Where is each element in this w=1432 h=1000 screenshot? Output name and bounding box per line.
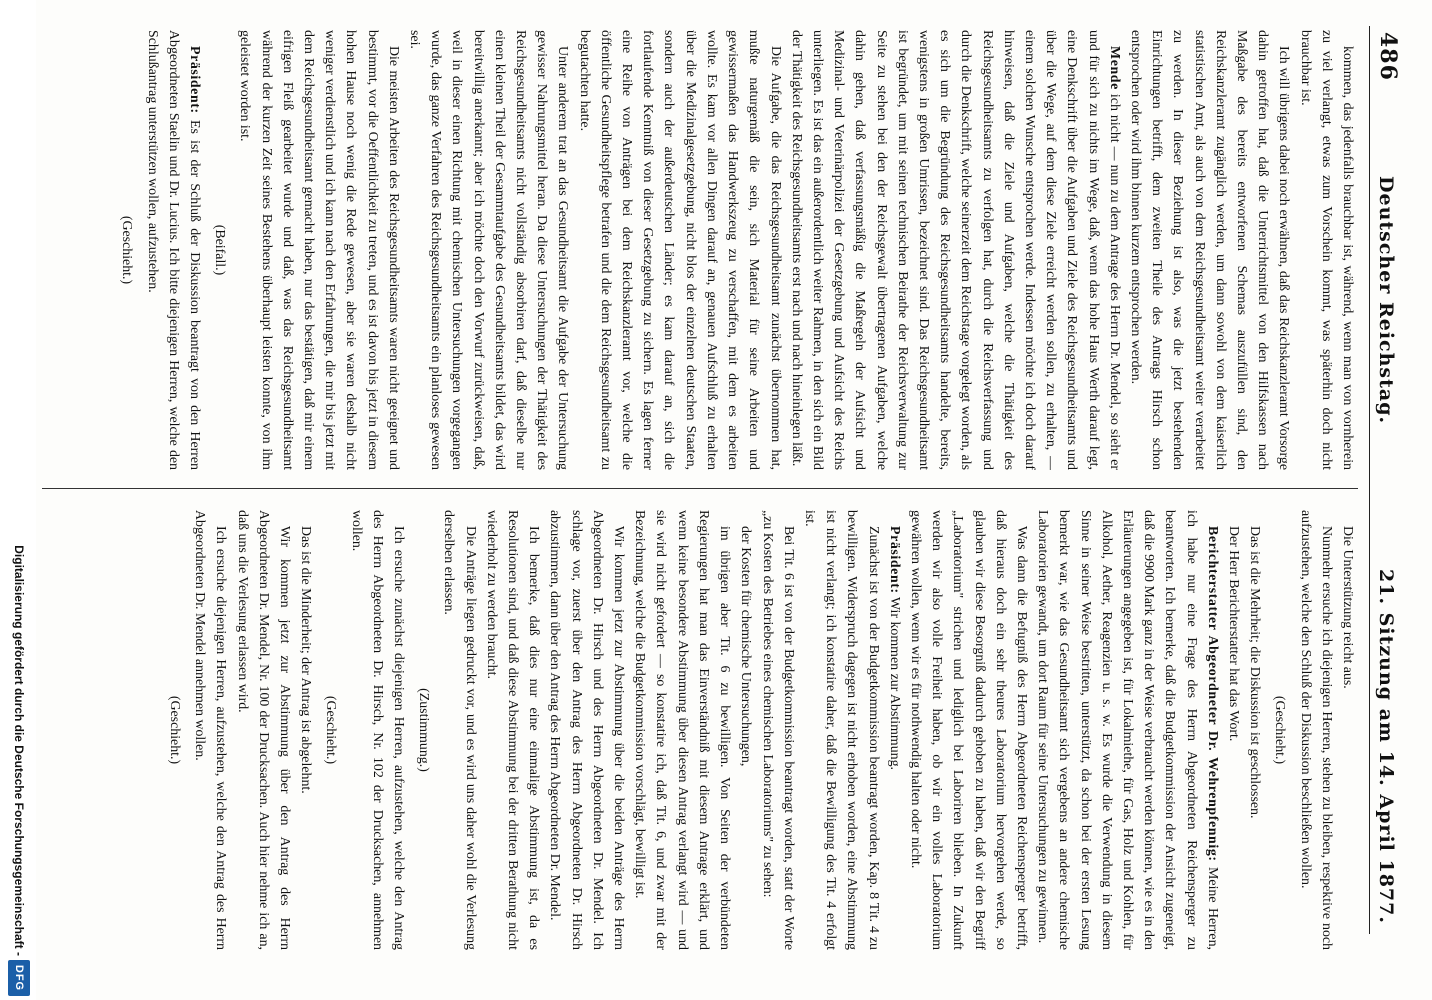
session-title: 21. Sitzung am 14. April 1877. [1375, 569, 1397, 924]
body-paragraph: Wir kommen jetzt zur Abstimmung über den Antrag des Herrn Abgeordneten Dr. Mendel, Nr. 100 der Drucksachen. Auch hier nehme ich an, daß uns die Verlesung erlassen wird. [234, 510, 293, 950]
stage-direction: (Zustimmung.) [416, 688, 432, 772]
stage-direction: (Geschieht.) [1272, 695, 1288, 765]
body-paragraph: Das ist die Mehrheit; die Diskussion ist geschlossen. [1247, 526, 1263, 819]
stage-direction: (Geschieht.) [323, 695, 339, 765]
stage-direction: (Beifall.) [212, 224, 228, 276]
body-paragraph: Ich will übrigens dabei noch erwähnen, daß das Reichskanzleramt Vorsorge dahin getroffen hat, daß die Unterrichtsmittel von den Hilfskassen nach Maßgabe des bereits entworfenen Schemas auszufüllen sind, den Reichskanzleramt zugänglich werden, um dann sowohl von dem kaiserlich statistischen Amt, als auch von dem Reichsgesundheitsamt weiter verarbeitet zu werden. In dieser Beziehung ist also, was die jetzt bestehenden Einrichtungen betrifft, dem zweiten Theile des Antrags Hirsch schon entsprochen oder wird ihm binnen kurzem entsprochen werden. [1127, 30, 1292, 470]
speech-paragraph [141, 30, 205, 470]
body-paragraph: kommen, das jedenfalls brauchbar ist, während, wenn man von vornherein zu viel verlangt, etwas zum Vorschein kommt, was späterhin doch nicht brauchbar ist. [1297, 30, 1355, 470]
running-title: Deutscher Reichstag. [1375, 176, 1397, 425]
body-paragraph: der Kosten für chemische Untersuchungen, [738, 526, 754, 767]
body-paragraph: Das ist die Minderheit; der Antrag ist abgelehnt. [298, 526, 314, 794]
speaker-name: Präsident: [187, 46, 203, 114]
body-paragraph: Die Anträge liegen gedruckt vor, und es wird uns daher wohl die Verlesung derselben erlassen. [441, 510, 478, 950]
body-paragraph: Ich ersuche diejenigen Herren, aufzustehen, welche den Antrag des Herrn Abgeordneten Dr. Mendel annehmen wollen. [192, 510, 229, 950]
body-paragraph: Die Aufgabe, die das Reichsgesundheitsamt zunächst übernommen hat, mußte naturgemäß die sein, sich Material für seine Arbeiten und gewissermaßen das Handwerkszeug zu verschaffen, mit dem es arbeiten wollte. Es kam vor allen Dingen darauf an, genauen Aufschluß zu erhalten über die Medizinalgesetzgebung, nicht blos der einzelnen deutschen Staaten, sondern auch der außerdeutschen Länder; es kam darauf an, sich die fortlaufende Kenntniß von dieser Gesetzgebung zu sichern. Es lagen ferner eine Reihe von Anträgen bei dem Reichskanzleramt vor, welche die öffentliche Gesundheitspflege betrafen und die dem Reichsgesundheitsamt zu begutachten hatte. [576, 30, 783, 470]
body-paragraph: Bei Tit. 6 ist von der Budgetkommission beantragt worden, statt der Worte „zu Kosten des Betriebes eines chemischen Laboratoriums" zu sehen: [759, 510, 796, 950]
speech-paragraph [1032, 510, 1223, 950]
digitization-note: Digitalisierung gefördert durch die Deutsche Forschungsgemeinschaft - [12, 545, 26, 956]
column-divider [42, 488, 1358, 489]
speech-text: Meine Herren, ich habe nur eine Frage des Herrn Abgeordneten Reichensperger zu beantworten. Ich bemerke, daß die Budgetkommission der Ansicht zugeneigt, daß die 9900 Mark ganz in der Weise verbraucht werden können, wie es in den Erläuterungen angegeben ist, für Lokalmiethe, für Gas, Holz und Kohlen, für Alkohol, Aether, Reagenzien u. s. w. Es wurde die Verwendung in diesem Sinne in seiner Weise bestritten, unterstützt, da schon bei der ersten Lesung bemerkt war, wie das Gesundheitsamt sich vergebens an andere chemische Laboratorien gewandt, um dort Raum für seine Untersuchungen zu gewinnen. [1035, 510, 1220, 950]
body-paragraph: Ich ersuche zunächst diejenigen Herren, aufzustehen, welche den Antrag des Herrn Abgeordneten Dr. Hirsch, Nr. 102 der Drucksachen, annehmen wollen. [348, 510, 407, 950]
body-paragraph: Der Herr Berichterstatter hat das Wort. [1225, 526, 1241, 742]
speaker-name: Berichterstatter Abgeordneter Dr. Wehrenpfennig: [1204, 526, 1220, 862]
dfg-logo: DFG [8, 960, 30, 996]
body-paragraph: Ich bemerke, daß dies nur eine einmalige Abstimmung ist, da es Resolutionen sind, und daß diese Abstimmung bei der dritten Berathung nicht wiederholt zu werden braucht. [483, 510, 542, 950]
body-paragraph: Wir kommen jetzt zur Abstimmung über die beiden Anträge des Herrn Abgeordneten Dr. Hirsch und des Herrn Abgeordneten Dr. Mendel. Ich schlage vor, zuerst über den Antrag des Herrn Abgeordneten Dr. Hirsch abzustimmen, dann über den Antrag des Herrn Abgeordneten Dr. Mendel. [547, 510, 627, 950]
body-paragraph: Die Unterstützung reicht aus. [1340, 526, 1355, 689]
text-column-left [42, 30, 1358, 470]
digitization-footer [0, 0, 36, 1000]
text-column-right [42, 510, 1358, 950]
body-paragraph: Unter anderem trat an das Gesundheitsamt die Aufgabe der Untersuchung gewisser Nahrungsmittel heran. Da diese Untersuchungen der Thätigkeit des Reichsgesundheitsamts nicht vollständig absorbiren darf, daß dieselbe nur einen kleinen Theil der Gesammtaufgabe des Gesundheitsamts bildet, das wird bereitwillig anerkannt; aber ich möchte doch den Vorwurf zurückweisen, daß, weil in dieser einen Richtung mit chemischen Untersuchungen vorgegangen wurde, das ganze Verfahren des Reichsgesundheitsamts ein planloses gewesen sei. [407, 30, 571, 470]
speech-text: ich nicht — nun zu dem Antrage des Herrn Dr. Mendel, so sieht er und für sich zu nichts im Wege, daß, wenn das hohe Haus Werth darauf legt, eine Denkschrift über die Aufgaben und Ziele des Reichsgesundheitsamts und über die Wege, auf dem diese Ziele erreicht werden sollen, zu erhalten, — einem solchen Wunsche entsprochen werde. Indessen möchte ich doch darauf hinweisen, daß die Ziele und Aufgaben, welche die Thätigkeit des Reichsgesundheitsamts zu verfolgen hat, durch die Reichsverfassung und durch die Denkschrift, welche seinerzeit dem Reichstage vorgelegt worden, als es sich um die Begründung des Reichsgesundheitsamts handelte, bereits, wenigstens in großen Umrissen, bezeichnet sind. Das Reichsgesundheitsamt ist begründet, um mit seinen technischen Beirathe der Reichsverwaltung zur Seite zu stehen bei den der Reichsgewalt übertragenen Aufgaben, welche dahin gehen, daß verfassungsmäßig die Maßregeln der Aufsicht und Medizinal- und Veterinärpolizei der Gesetzgebung und Aufsicht des Reichs unterliegen. Es ist das ein außerordentlich weiter Rahmen, in den sich ein Bild der Thätigkeit des Reichsgesundheitsamts erst nach und nach hineinlegen läßt. [788, 30, 1122, 470]
page-header [1369, 26, 1410, 934]
body-paragraph: Was dann die Befugniß des Herrn Abgeordneten Reichensperger betrifft, daß hieraus doch ein sehr theures Laboratorium hervorgehen werde, so glauben wir diese Besorgniß dadurch gehoben zu haben, daß wir den Begriff „Laboratorium" strichen und lediglich bei Laboriren blieben. In Zukunft werden wir also volle Freiheit haben, ob wir ein volles Laboratorium gewähren wollen, wenn wir es für nothwendig halten oder nicht. [907, 510, 1029, 950]
body-paragraph: im übrigen aber Tit. 6 zu bewilligen. Von Seiten der verbündeten Regierungen hat man das Einverständniß mit diesem Antrage erklärt, und wenn keine besondere Abstimmung über diesen Antrag verlangt wird — und sie wird nicht gefordert — so konstatire ich, daß Tit. 6, und zwar mit der Bezeichnung, welche die Budgetkommission vorschlägt, bewilligt ist. [632, 510, 733, 950]
stage-direction: (Geschieht.) [119, 215, 135, 285]
body-paragraph: Zunächst ist von der Budgetkommission beantragt worden, Kap. 8 Tit. 4 zu bewilligen. Widerspruch dagegen ist nicht erhoben worden, eine Abstimmung ist nicht verlangt; ich konstatire daher, daß die Bewilligung des Tit. 4 erfolgt ist. [801, 510, 881, 950]
page-number: 486 [1375, 32, 1401, 81]
speech-text: Es ist der Schluß der Diskussion beantragt von den Herren Abgeordneten Staelin und Dr. Lucius. Ich bitte diejenigen Herren, welche den Schlußantrag unterstützen wollen, aufzustehen. [144, 30, 203, 470]
speaker-name: Mende [1106, 46, 1122, 90]
speech-paragraph [786, 30, 1125, 470]
speech-paragraph [884, 510, 905, 950]
stage-direction: (Geschieht.) [167, 695, 183, 765]
speaker-name: Präsident: [886, 526, 902, 594]
body-paragraph: Nunmehr ersuche ich diejenigen Herren, stehen zu bleiben, respektive noch aufzustehen, welche den Schluß der Diskussion beschließen wollen. [1297, 510, 1334, 950]
body-paragraph: Die meisten Arbeiten des Reichsgesundheitsamts waren nicht geeignet und bestimmt, vor die Oeffentlichkeit zu treten, und es ist davon bis jetzt in diesem hohen Hause noch wenig die Rede gewesen, aber sie waren deshalb nicht weniger verdienstlich und ich kann nach den Erfahrungen, die mir bis jetzt mit dem Reichsgesundheitsamt gemacht haben, nur das bestätigen, daß mir einem eifrigen Fleiß gearbeitet wurde und daß, was das Reichsgesundheitsamt während der kurzen Zeit seines Bestehens überhaupt leisten konnte, von ihm geleistet worden ist. [237, 30, 401, 470]
speech-text: Wir kommen zur Abstimmung. [886, 596, 902, 771]
